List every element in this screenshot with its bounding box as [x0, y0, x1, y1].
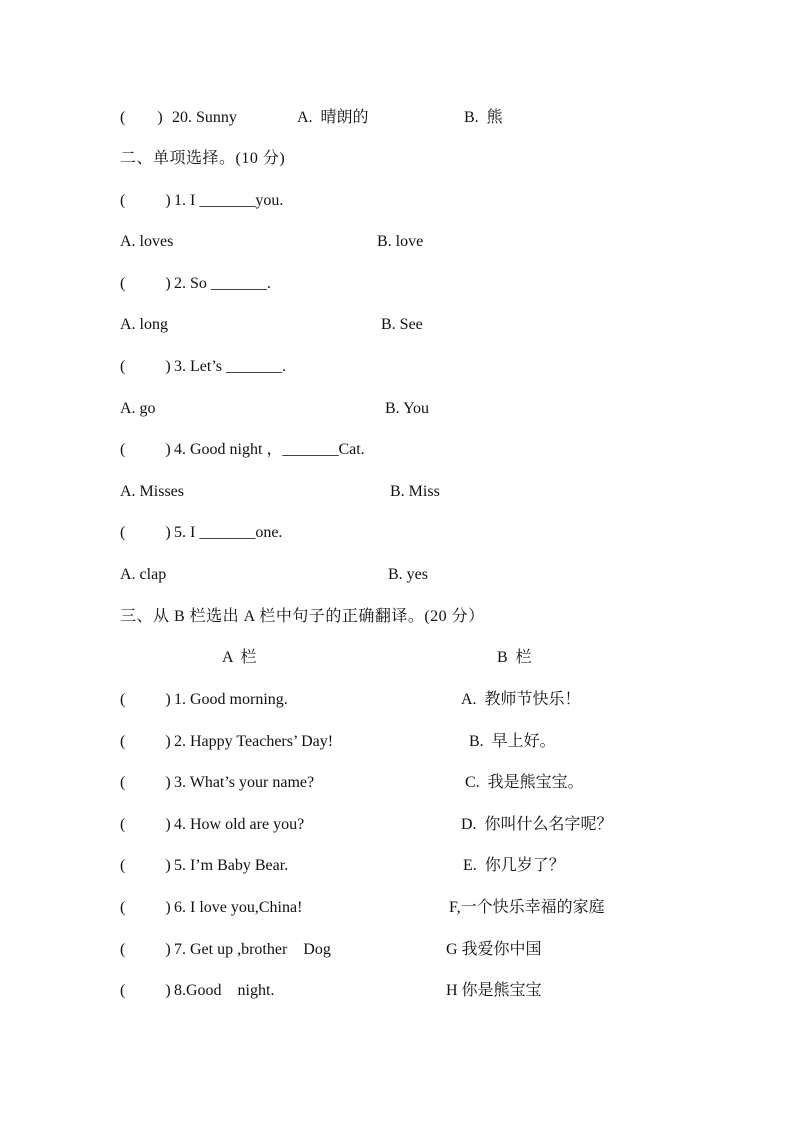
answer-blank: ( )	[120, 358, 171, 375]
option-b: B. See	[381, 316, 423, 333]
column-a-item: 6. I love you,China!	[174, 899, 303, 916]
column-a-item: 4. How old are you?	[174, 816, 305, 833]
option-b: B. Miss	[390, 483, 440, 500]
match-row-4	[0, 812, 794, 838]
answer-blank: ( )	[120, 691, 171, 708]
column-a-item: 7. Get up ,brother Dog	[174, 941, 331, 958]
mc-options-1	[0, 229, 794, 255]
option-a: A. loves	[120, 233, 174, 250]
answer-blank: ( )	[120, 192, 171, 209]
question-20-row	[0, 105, 794, 131]
answer-blank: ( )	[120, 774, 171, 791]
column-a-item: 5. I’m Baby Bear.	[174, 857, 289, 874]
column-b-item: B. 早上好。	[469, 733, 556, 750]
mc-question-1	[0, 188, 794, 214]
answer-blank: ( )	[120, 275, 171, 292]
mc-question-4	[0, 437, 794, 463]
column-b-item: E. 你几岁了？	[463, 857, 565, 874]
column-b-header: B 栏	[497, 649, 532, 666]
answer-blank: ( )	[120, 816, 171, 833]
question-stem: 3. Let’s _______.	[174, 358, 286, 375]
column-b-item: A. 教师节快乐！	[461, 691, 581, 708]
question-prompt: 20. Sunny	[172, 109, 237, 126]
mc-options-4	[0, 479, 794, 505]
option-a: A. go	[120, 400, 156, 417]
question-stem: 2. So _______.	[174, 275, 271, 292]
column-headers	[0, 645, 794, 671]
match-row-8	[0, 978, 794, 1004]
mc-question-3	[0, 354, 794, 380]
mc-options-3	[0, 396, 794, 422]
column-a-item: 8.Good night.	[174, 982, 275, 999]
option-a: A. long	[120, 316, 168, 333]
option-a: A. Misses	[120, 483, 185, 500]
answer-blank: ( )	[120, 733, 171, 750]
column-a-header: A 栏	[222, 649, 257, 666]
option-b: B. love	[377, 233, 424, 250]
option-a: A. 晴朗的	[297, 109, 369, 126]
column-b-item: F,一个快乐幸福的家庭	[449, 899, 605, 916]
option-b: B. 熊	[464, 109, 503, 126]
column-b-item: G 我爱你中国	[446, 941, 542, 958]
question-stem: 1. I _______you.	[174, 192, 284, 209]
section-3-title: 三、从 B 栏选出 A 栏中句子的正确翻译。(20 分）	[120, 608, 485, 625]
match-row-1	[0, 687, 794, 713]
column-a-item: 1. Good morning.	[174, 691, 288, 708]
option-b: B. You	[385, 400, 430, 417]
match-row-7	[0, 937, 794, 963]
column-b-item: D. 你叫什么名字呢？	[461, 816, 613, 833]
match-row-3	[0, 770, 794, 796]
match-row-5	[0, 853, 794, 879]
section-2-title: 二、单项选择。(10 分)	[120, 150, 286, 167]
column-b-item: C. 我是熊宝宝。	[465, 774, 584, 791]
answer-blank: ( )	[120, 982, 171, 999]
mc-question-5	[0, 520, 794, 546]
answer-blank: ( )	[120, 857, 171, 874]
mc-options-5	[0, 562, 794, 588]
column-b-item: H 你是熊宝宝	[446, 982, 542, 999]
mc-options-2	[0, 312, 794, 338]
match-row-6	[0, 895, 794, 921]
answer-blank: ( )	[120, 899, 171, 916]
answer-blank: ( )	[120, 941, 171, 958]
column-a-item: 3. What’s your name?	[174, 774, 315, 791]
question-stem: 4. Good night ，_______Cat.	[174, 441, 365, 458]
answer-blank: ( )	[120, 524, 171, 541]
answer-blank: ( )	[120, 109, 163, 126]
answer-blank: ( )	[120, 441, 171, 458]
question-stem: 5. I _______one.	[174, 524, 283, 541]
option-a: A. clap	[120, 566, 167, 583]
option-b: B. yes	[388, 566, 428, 583]
column-a-item: 2. Happy Teachers’ Day!	[174, 733, 334, 750]
match-row-2	[0, 729, 794, 755]
mc-question-2	[0, 271, 794, 297]
